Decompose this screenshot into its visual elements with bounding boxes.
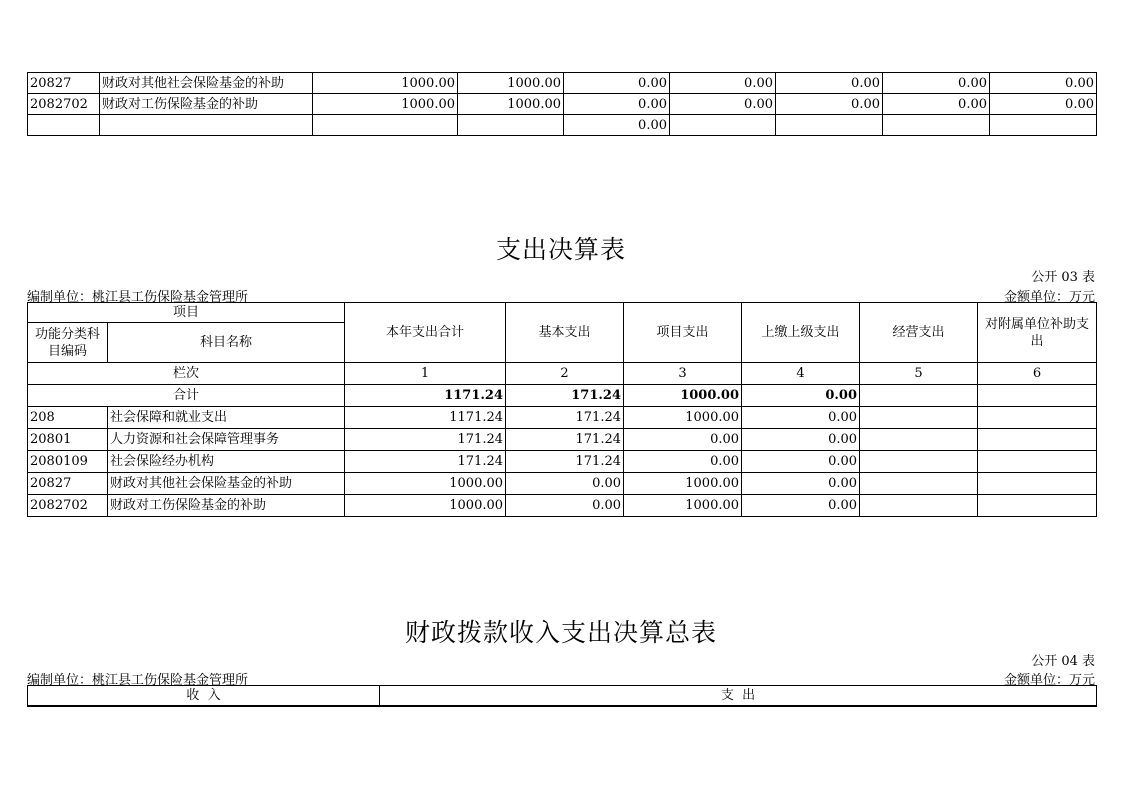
table03-header-name: 科目名称: [108, 323, 345, 363]
table03-unit-left: 编制单位：桃江县工伤保险基金管理所: [27, 290, 249, 305]
table03-col-6-header: 对附属单位补助支出: [978, 303, 1097, 363]
amount-cell: 0.00: [990, 73, 1097, 94]
table-row: [28, 451, 1097, 473]
amount-cell: [860, 473, 978, 495]
code-cell: 2082702: [28, 495, 108, 517]
amount-cell: [990, 115, 1097, 136]
table03-lanci-label: 栏次: [28, 363, 345, 385]
amount-cell: 1000.00: [458, 73, 564, 94]
table-row: [28, 115, 1097, 136]
table03-col-4-header: 上缴上级支出: [742, 303, 860, 363]
amount-cell: [860, 495, 978, 517]
amount-cell: 171.24: [506, 429, 624, 451]
table03-total-cell: 0.00: [742, 385, 860, 407]
table-row: [28, 407, 1097, 429]
table03-lanci-cell: 4: [742, 363, 860, 385]
table03-total-cell: 171.24: [506, 385, 624, 407]
amount-cell: [978, 407, 1097, 429]
name-cell: 社会保险经办机构: [108, 451, 345, 473]
amount-cell: [860, 451, 978, 473]
amount-cell: 0.00: [564, 73, 670, 94]
name-cell: 人力资源和社会保障管理事务: [108, 429, 345, 451]
amount-cell: 0.00: [742, 473, 860, 495]
table03-title: 支出决算表: [495, 235, 626, 264]
amount-cell: 1171.24: [345, 407, 506, 429]
amount-cell: 1000.00: [313, 94, 458, 115]
table03-total-cell: [860, 385, 978, 407]
table04-form-no: 公开 04 表: [1031, 654, 1095, 669]
amount-cell: 171.24: [345, 429, 506, 451]
code-cell: [28, 115, 100, 136]
table04: [27, 685, 1097, 707]
table03-lanci-cell: 5: [860, 363, 978, 385]
table04-expense-header: 支 出: [380, 686, 1097, 706]
table03-col-3-header: 项目支出: [624, 303, 742, 363]
amount-cell: [776, 115, 883, 136]
table03-unit-right: 金额单位：万元: [1003, 290, 1095, 305]
name-cell: 财政对工伤保险基金的补助: [100, 94, 313, 115]
name-cell: 财政对其他社会保险基金的补助: [100, 73, 313, 94]
name-cell: [100, 115, 313, 136]
amount-cell: 171.24: [506, 451, 624, 473]
amount-cell: 1000.00: [313, 73, 458, 94]
table-row: [28, 495, 1097, 517]
code-cell: 2080109: [28, 451, 108, 473]
amount-cell: 0.00: [883, 94, 990, 115]
amount-cell: [860, 407, 978, 429]
amount-cell: 0.00: [742, 429, 860, 451]
amount-cell: [978, 429, 1097, 451]
table-row: [28, 94, 1097, 115]
table-row: [28, 473, 1097, 495]
table03-total-label: 合计: [28, 385, 345, 407]
amount-cell: [860, 429, 978, 451]
amount-cell: 0.00: [742, 451, 860, 473]
amount-cell: 1000.00: [458, 94, 564, 115]
amount-cell: 171.24: [345, 451, 506, 473]
amount-cell: 0.00: [883, 73, 990, 94]
table03-lanci-cell: 2: [506, 363, 624, 385]
amount-cell: 0.00: [506, 495, 624, 517]
amount-cell: 0.00: [742, 407, 860, 429]
amount-cell: 0.00: [564, 94, 670, 115]
table03-header-code: 功能分类科目编码: [28, 323, 108, 363]
table03-form-no: 公开 03 表: [1031, 270, 1095, 285]
code-cell: 20827: [28, 73, 100, 94]
table03-total-cell: 1171.24: [345, 385, 506, 407]
name-cell: 社会保障和就业支出: [108, 407, 345, 429]
table-row: [28, 429, 1097, 451]
amount-cell: [978, 495, 1097, 517]
amount-cell: 1000.00: [624, 473, 742, 495]
amount-cell: [313, 115, 458, 136]
table03-total-cell: 1000.00: [624, 385, 742, 407]
amount-cell: 0.00: [670, 94, 776, 115]
amount-cell: 1000.00: [624, 407, 742, 429]
amount-cell: 171.24: [506, 407, 624, 429]
amount-cell: [978, 473, 1097, 495]
code-cell: 20827: [28, 473, 108, 495]
amount-cell: 1000.00: [345, 473, 506, 495]
amount-cell: [978, 451, 1097, 473]
table03-col-5-header: 经营支出: [860, 303, 978, 363]
table-row: [28, 73, 1097, 94]
code-cell: 2082702: [28, 94, 100, 115]
table04-unit-left: 编制单位：桃江县工伤保险基金管理所: [27, 673, 249, 688]
amount-cell: 0.00: [624, 451, 742, 473]
name-cell: 财政对工伤保险基金的补助: [108, 495, 345, 517]
table04-income-header: 收 入: [28, 686, 380, 706]
table03: [27, 302, 1097, 517]
top-table: [27, 72, 1097, 136]
table04-title: 财政拨款收入支出决算总表: [404, 618, 717, 647]
amount-cell: 1000.00: [624, 495, 742, 517]
name-cell: 财政对其他社会保险基金的补助: [108, 473, 345, 495]
code-cell: 208: [28, 407, 108, 429]
amount-cell: 0.00: [742, 495, 860, 517]
table03-col-2-header: 基本支出: [506, 303, 624, 363]
amount-cell: [670, 115, 776, 136]
amount-cell: 0.00: [670, 73, 776, 94]
table03-total-cell: [978, 385, 1097, 407]
code-cell: 20801: [28, 429, 108, 451]
amount-cell: 0.00: [624, 429, 742, 451]
amount-cell: 0.00: [506, 473, 624, 495]
table03-lanci-cell: 6: [978, 363, 1097, 385]
amount-cell: 0.00: [776, 94, 883, 115]
table03-lanci-cell: 1: [345, 363, 506, 385]
amount-cell: [458, 115, 564, 136]
amount-cell: 0.00: [776, 73, 883, 94]
table04-unit-right: 金额单位：万元: [1003, 673, 1095, 688]
table03-lanci-cell: 3: [624, 363, 742, 385]
amount-cell: 0.00: [564, 115, 670, 136]
amount-cell: 1000.00: [345, 495, 506, 517]
amount-cell: [883, 115, 990, 136]
table03-header-project: 项目: [28, 303, 345, 323]
amount-cell: 0.00: [990, 94, 1097, 115]
table03-col-1-header: 本年支出合计: [345, 303, 506, 363]
